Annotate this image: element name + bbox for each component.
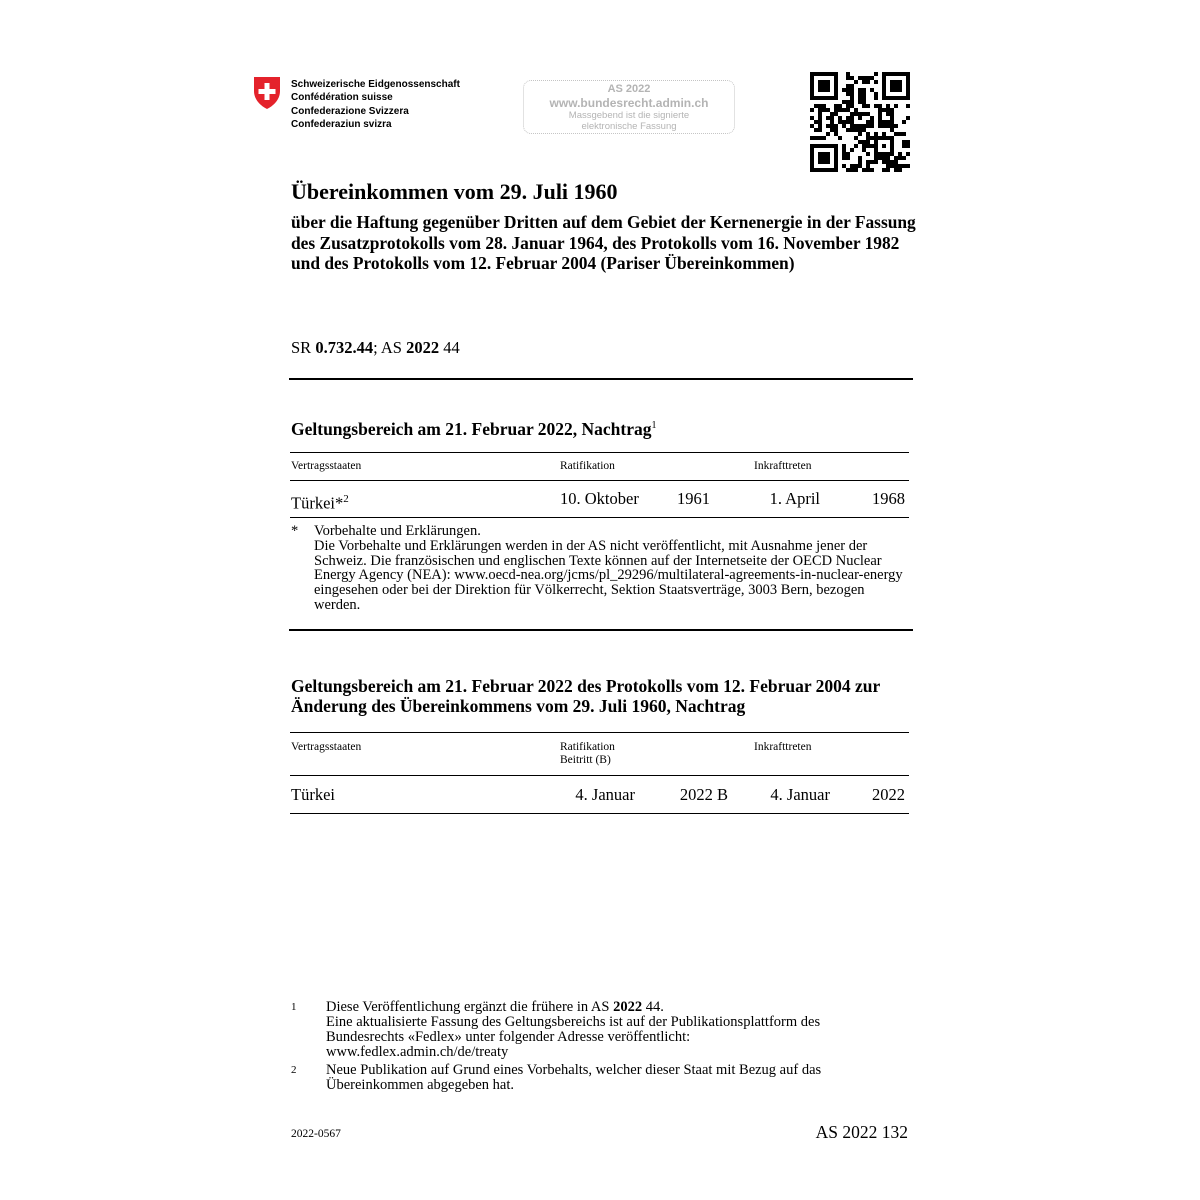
confederation-name-de: Schweizerische Eidgenossenschaft	[291, 79, 460, 90]
footnote-1-number: 1	[291, 1001, 297, 1013]
table2-header-rule	[290, 775, 909, 776]
footnote-1-text-after: 44.	[642, 999, 664, 1015]
sr-prefix: SR	[291, 338, 316, 357]
table2-entry-year: 2022	[872, 785, 905, 804]
footnote-1-text-rest: Eine aktualisierte Fassung des Geltungsbereichs ist auf der Publikationsplattform des Bundesrechts «Fedlex» unter folgender Adresse veröffentlicht: www.fedlex.admin.ch/de/treaty	[326, 1014, 821, 1060]
as-year: 2022	[406, 338, 440, 357]
table2-entry-date: 4. Januar	[770, 785, 830, 804]
section1-end-rule	[289, 629, 913, 631]
stamp-line-1: AS 2022	[607, 83, 651, 95]
table1-note	[291, 524, 911, 613]
table2-state: Türkei	[291, 785, 335, 804]
table1-state	[291, 489, 349, 514]
footnote-1-text-bold: 2022	[613, 999, 643, 1015]
as-page: 44	[439, 338, 460, 357]
footnote-2	[291, 1063, 891, 1093]
table2-bottom-rule	[290, 813, 909, 814]
table1-col-entry: Inkrafttreten	[754, 460, 812, 472]
document-subtitle: über die Haftung gegenüber Dritten auf dem Gebiet der Kernenergie in der Fassung des Zusatzprotokolls vom 28. Januar 1964, des Protokolls vom 16. November 1982 und des Protokolls vom 12. Februar 2004 (Pariser Übereinkommen)	[291, 212, 916, 273]
as-reference: AS 2022 132	[815, 1122, 908, 1142]
table2-col-ratification	[560, 741, 615, 767]
document-code: 2022-0567	[291, 1128, 341, 1140]
document-title: Übereinkommen vom 29. Juli 1960	[291, 179, 618, 204]
table1-col-states: Vertragsstaaten	[291, 460, 362, 472]
stamp-url[interactable]: www.bundesrecht.admin.ch	[549, 96, 709, 110]
sr-number: 0.732.44	[315, 338, 374, 357]
table1-state-name: Türkei*	[291, 493, 344, 513]
footnote-ref-2[interactable]: 2	[343, 493, 349, 505]
table2-col-ratification-line2: Beitritt (B)	[560, 754, 611, 766]
table1-entry-year: 1968	[872, 489, 905, 508]
confederation-names	[291, 78, 460, 132]
table1-col-ratification: Ratifikation	[560, 460, 615, 472]
qr-code-icon[interactable]	[810, 72, 910, 172]
table2-col-states: Vertragsstaaten	[291, 741, 362, 753]
section1-heading-text: Geltungsbereich am 21. Februar 2022, Nachtrag	[291, 418, 652, 439]
sr-reference	[291, 338, 460, 358]
table1-ratification-date: 10. Oktober	[560, 489, 639, 508]
confederation-name-rm: Confederaziun svizra	[291, 119, 392, 131]
footnote-ref-1[interactable]: 1	[651, 420, 657, 431]
table1-header-rule	[290, 480, 909, 481]
as-prefix: ; AS	[373, 338, 407, 357]
table1-row-rule	[290, 517, 909, 518]
note-text: Die Vorbehalte und Erklärungen werden in der AS nicht veröffentlicht, mit Ausnahme jener der Schweiz. Die französischen und englischen Texte können auf der Internetseite der OECD Nuclear Energy Agency (NEA): www.oecd-nea.org/jcms/pl_29296/multilateral-agreements-in-nuclear-energy eingesehen oder bei der Direktion für Völkerrecht, Sektion Staatsverträge, 3003 Bern, bezogen werden.	[314, 537, 903, 613]
confederation-name-it: Confederazione Svizzera	[291, 105, 409, 117]
table2-col-entry: Inkrafttreten	[754, 741, 812, 753]
table2-ratification-year: 2022 B	[679, 785, 728, 804]
table2-ratification-date: 4. Januar	[575, 785, 635, 804]
note-line-1: Vorbehalte und Erklärungen.	[314, 523, 481, 539]
stamp-line-4: elektronische Fassung	[581, 121, 677, 132]
footnote-2-number: 2	[291, 1064, 297, 1076]
section1-heading	[291, 416, 911, 439]
stamp-line-3: Massgebend ist die signierte	[568, 110, 690, 121]
footnote-1	[291, 1000, 891, 1060]
official-version-stamp	[523, 80, 735, 134]
swiss-cross-logo-icon	[253, 76, 281, 110]
table1-ratification-year: 1961	[677, 489, 710, 508]
table2-top-rule	[290, 732, 909, 733]
confederation-name-fr: Confédération suisse	[291, 92, 393, 104]
table2-col-ratification-line1: Ratifikation	[560, 741, 615, 753]
note-marker: *	[291, 523, 299, 539]
footnote-1-text-before: Diese Veröffentlichung ergänzt die frühere in AS	[326, 999, 614, 1015]
table1-entry-date: 1. April	[769, 489, 820, 508]
section2-heading: Geltungsbereich am 21. Februar 2022 des Protokolls vom 12. Februar 2004 zur Änderung des Übereinkommens vom 29. Juli 1960, Nachtrag	[291, 676, 880, 716]
footnote-2-text: Neue Publikation auf Grund eines Vorbehalts, welcher dieser Staat mit Bezug auf das Übereinkommen abgegeben hat.	[326, 1062, 822, 1093]
table1-top-rule	[290, 452, 909, 453]
header-divider	[289, 378, 913, 380]
footnote-1-line	[326, 1000, 891, 1015]
